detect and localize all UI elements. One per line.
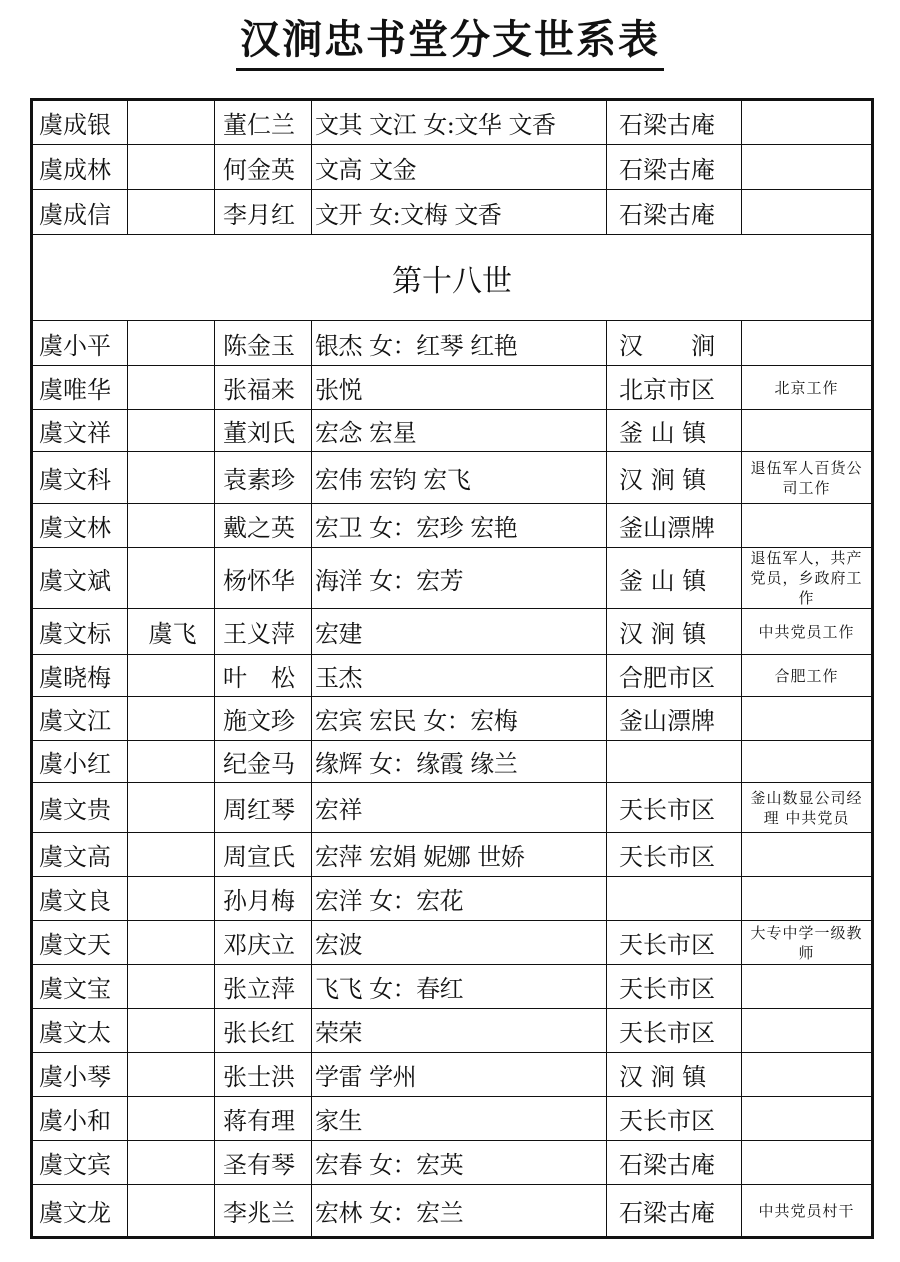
place-cell: 石梁古庵 bbox=[607, 100, 742, 145]
name-cell: 虞文高 bbox=[32, 833, 128, 877]
note-cell bbox=[742, 100, 873, 145]
note-cell: 中共党员工作 bbox=[742, 609, 873, 655]
spouse-cell: 蒋有理 bbox=[215, 1097, 312, 1141]
note-cell: 中共党员村干 bbox=[742, 1185, 873, 1238]
note-cell: 合肥工作 bbox=[742, 655, 873, 697]
place-cell: 釜山漂牌 bbox=[607, 504, 742, 548]
spouse-cell: 张长红 bbox=[215, 1009, 312, 1053]
children-cell: 家生 bbox=[312, 1097, 607, 1141]
table-section-before bbox=[32, 100, 873, 235]
name-cell: 虞唯华 bbox=[32, 366, 128, 410]
note-cell bbox=[742, 965, 873, 1009]
spouse-cell: 王义萍 bbox=[215, 609, 312, 655]
note-cell bbox=[742, 190, 873, 235]
table-row bbox=[32, 452, 873, 504]
table-row bbox=[32, 190, 873, 235]
spouse-cell: 陈金玉 bbox=[215, 321, 312, 366]
name-cell: 虞文宾 bbox=[32, 1141, 128, 1185]
note-cell: 退伍军人百货公司工作 bbox=[742, 452, 873, 504]
table-row bbox=[32, 877, 873, 921]
children-cell: 海洋 女：宏芳 bbox=[312, 548, 607, 609]
children-cell: 张悦 bbox=[312, 366, 607, 410]
note-cell bbox=[742, 1009, 873, 1053]
alias-cell bbox=[128, 877, 215, 921]
alias-cell bbox=[128, 741, 215, 783]
name-cell: 虞文宝 bbox=[32, 965, 128, 1009]
name-cell: 虞成银 bbox=[32, 100, 128, 145]
children-cell: 文其 文江 女:文华 文香 bbox=[312, 100, 607, 145]
note-cell bbox=[742, 145, 873, 190]
table-row bbox=[32, 1053, 873, 1097]
note-cell bbox=[742, 741, 873, 783]
table-row bbox=[32, 100, 873, 145]
note-cell bbox=[742, 410, 873, 452]
name-cell: 虞小琴 bbox=[32, 1053, 128, 1097]
place-cell bbox=[607, 877, 742, 921]
generation-heading: 第十八世 bbox=[32, 235, 873, 321]
place-cell: 汉 涧 bbox=[607, 321, 742, 366]
spouse-cell: 杨怀华 bbox=[215, 548, 312, 609]
table-row bbox=[32, 741, 873, 783]
children-cell: 宏波 bbox=[312, 921, 607, 965]
name-cell: 虞小红 bbox=[32, 741, 128, 783]
name-cell: 虞小和 bbox=[32, 1097, 128, 1141]
spouse-cell: 施文珍 bbox=[215, 697, 312, 741]
name-cell: 虞文标 bbox=[32, 609, 128, 655]
spouse-cell: 董仁兰 bbox=[215, 100, 312, 145]
table-row bbox=[32, 366, 873, 410]
place-cell: 天长市区 bbox=[607, 921, 742, 965]
name-cell: 虞文贵 bbox=[32, 783, 128, 833]
spouse-cell: 邓庆立 bbox=[215, 921, 312, 965]
children-cell: 学雷 学州 bbox=[312, 1053, 607, 1097]
name-cell: 虞文良 bbox=[32, 877, 128, 921]
name-cell: 虞文林 bbox=[32, 504, 128, 548]
table-row bbox=[32, 548, 873, 609]
name-cell: 虞文科 bbox=[32, 452, 128, 504]
children-cell: 玉杰 bbox=[312, 655, 607, 697]
note-cell bbox=[742, 1053, 873, 1097]
children-cell: 宏萍 宏娟 妮娜 世娇 bbox=[312, 833, 607, 877]
alias-cell bbox=[128, 1141, 215, 1185]
name-cell: 虞小平 bbox=[32, 321, 128, 366]
alias-cell bbox=[128, 548, 215, 609]
spouse-cell: 李月红 bbox=[215, 190, 312, 235]
spouse-cell: 周红琴 bbox=[215, 783, 312, 833]
place-cell: 汉 涧 镇 bbox=[607, 1053, 742, 1097]
spouse-cell: 袁素珍 bbox=[215, 452, 312, 504]
note-cell bbox=[742, 1097, 873, 1141]
name-cell: 虞文天 bbox=[32, 921, 128, 965]
spouse-cell: 张立萍 bbox=[215, 965, 312, 1009]
genealogy-table bbox=[30, 98, 874, 1239]
place-cell: 天长市区 bbox=[607, 1009, 742, 1053]
note-cell: 退伍军人，共产党员，乡政府工作 bbox=[742, 548, 873, 609]
place-cell: 汉 涧 镇 bbox=[607, 452, 742, 504]
table-row bbox=[32, 833, 873, 877]
note-cell bbox=[742, 877, 873, 921]
generation-section bbox=[32, 235, 873, 321]
table-row bbox=[32, 1009, 873, 1053]
alias-cell bbox=[128, 366, 215, 410]
alias-cell bbox=[128, 965, 215, 1009]
place-cell: 釜山漂牌 bbox=[607, 697, 742, 741]
spouse-cell: 圣有琴 bbox=[215, 1141, 312, 1185]
alias-cell bbox=[128, 697, 215, 741]
table-row bbox=[32, 321, 873, 366]
alias-cell bbox=[128, 321, 215, 366]
name-cell: 虞文斌 bbox=[32, 548, 128, 609]
children-cell: 宏祥 bbox=[312, 783, 607, 833]
table-row bbox=[32, 504, 873, 548]
alias-cell bbox=[128, 452, 215, 504]
children-cell: 荣荣 bbox=[312, 1009, 607, 1053]
alias-cell bbox=[128, 921, 215, 965]
place-cell: 石梁古庵 bbox=[607, 190, 742, 235]
table-row bbox=[32, 1141, 873, 1185]
spouse-cell: 张士洪 bbox=[215, 1053, 312, 1097]
children-cell: 飞飞 女：春红 bbox=[312, 965, 607, 1009]
spouse-cell: 董刘氏 bbox=[215, 410, 312, 452]
spouse-cell: 纪金马 bbox=[215, 741, 312, 783]
children-cell: 宏宾 宏民 女：宏梅 bbox=[312, 697, 607, 741]
note-cell bbox=[742, 1141, 873, 1185]
table-row bbox=[32, 921, 873, 965]
name-cell: 虞成林 bbox=[32, 145, 128, 190]
place-cell: 天长市区 bbox=[607, 833, 742, 877]
name-cell: 虞晓梅 bbox=[32, 655, 128, 697]
spouse-cell: 张福来 bbox=[215, 366, 312, 410]
name-cell: 虞成信 bbox=[32, 190, 128, 235]
alias-cell bbox=[128, 410, 215, 452]
place-cell: 石梁古庵 bbox=[607, 1141, 742, 1185]
place-cell: 天长市区 bbox=[607, 783, 742, 833]
alias-cell bbox=[128, 1009, 215, 1053]
alias-cell: 虞飞 bbox=[128, 609, 215, 655]
children-cell: 宏念 宏星 bbox=[312, 410, 607, 452]
children-cell: 缘辉 女：缘霞 缘兰 bbox=[312, 741, 607, 783]
table-row bbox=[32, 609, 873, 655]
spouse-cell: 李兆兰 bbox=[215, 1185, 312, 1238]
place-cell: 天长市区 bbox=[607, 965, 742, 1009]
alias-cell bbox=[128, 145, 215, 190]
page-title-text: 汉涧忠书堂分支世系表 bbox=[236, 14, 664, 71]
note-cell: 北京工作 bbox=[742, 366, 873, 410]
table-row bbox=[32, 1097, 873, 1141]
table-section-after bbox=[32, 321, 873, 1238]
children-cell: 宏建 bbox=[312, 609, 607, 655]
place-cell: 合肥市区 bbox=[607, 655, 742, 697]
place-cell: 汉 涧 镇 bbox=[607, 609, 742, 655]
alias-cell bbox=[128, 1053, 215, 1097]
place-cell bbox=[607, 741, 742, 783]
children-cell: 宏春 女：宏英 bbox=[312, 1141, 607, 1185]
place-cell: 天长市区 bbox=[607, 1097, 742, 1141]
table-row bbox=[32, 783, 873, 833]
alias-cell bbox=[128, 504, 215, 548]
alias-cell bbox=[128, 833, 215, 877]
note-cell bbox=[742, 697, 873, 741]
table-row bbox=[32, 697, 873, 741]
place-cell: 石梁古庵 bbox=[607, 145, 742, 190]
name-cell: 虞文龙 bbox=[32, 1185, 128, 1238]
page-title bbox=[0, 14, 900, 71]
place-cell: 北京市区 bbox=[607, 366, 742, 410]
alias-cell bbox=[128, 783, 215, 833]
children-cell: 宏伟 宏钧 宏飞 bbox=[312, 452, 607, 504]
children-cell: 宏林 女：宏兰 bbox=[312, 1185, 607, 1238]
alias-cell bbox=[128, 190, 215, 235]
generation-row bbox=[32, 235, 873, 321]
table-row bbox=[32, 1185, 873, 1238]
children-cell: 银杰 女：红琴 红艳 bbox=[312, 321, 607, 366]
place-cell: 釜 山 镇 bbox=[607, 410, 742, 452]
place-cell: 石梁古庵 bbox=[607, 1185, 742, 1238]
table-row bbox=[32, 410, 873, 452]
note-cell bbox=[742, 321, 873, 366]
name-cell: 虞文江 bbox=[32, 697, 128, 741]
alias-cell bbox=[128, 1097, 215, 1141]
note-cell bbox=[742, 833, 873, 877]
spouse-cell: 何金英 bbox=[215, 145, 312, 190]
spouse-cell: 周宣氏 bbox=[215, 833, 312, 877]
table-row bbox=[32, 145, 873, 190]
name-cell: 虞文太 bbox=[32, 1009, 128, 1053]
table-row bbox=[32, 965, 873, 1009]
spouse-cell: 叶 松 bbox=[215, 655, 312, 697]
alias-cell bbox=[128, 100, 215, 145]
note-cell bbox=[742, 504, 873, 548]
note-cell: 大专中学一级教师 bbox=[742, 921, 873, 965]
table-row bbox=[32, 655, 873, 697]
children-cell: 宏卫 女：宏珍 宏艳 bbox=[312, 504, 607, 548]
name-cell: 虞文祥 bbox=[32, 410, 128, 452]
spouse-cell: 戴之英 bbox=[215, 504, 312, 548]
spouse-cell: 孙月梅 bbox=[215, 877, 312, 921]
alias-cell bbox=[128, 1185, 215, 1238]
place-cell: 釜 山 镇 bbox=[607, 548, 742, 609]
children-cell: 文高 文金 bbox=[312, 145, 607, 190]
children-cell: 文开 女:文梅 文香 bbox=[312, 190, 607, 235]
children-cell: 宏洋 女：宏花 bbox=[312, 877, 607, 921]
note-cell: 釜山数显公司经理 中共党员 bbox=[742, 783, 873, 833]
alias-cell bbox=[128, 655, 215, 697]
